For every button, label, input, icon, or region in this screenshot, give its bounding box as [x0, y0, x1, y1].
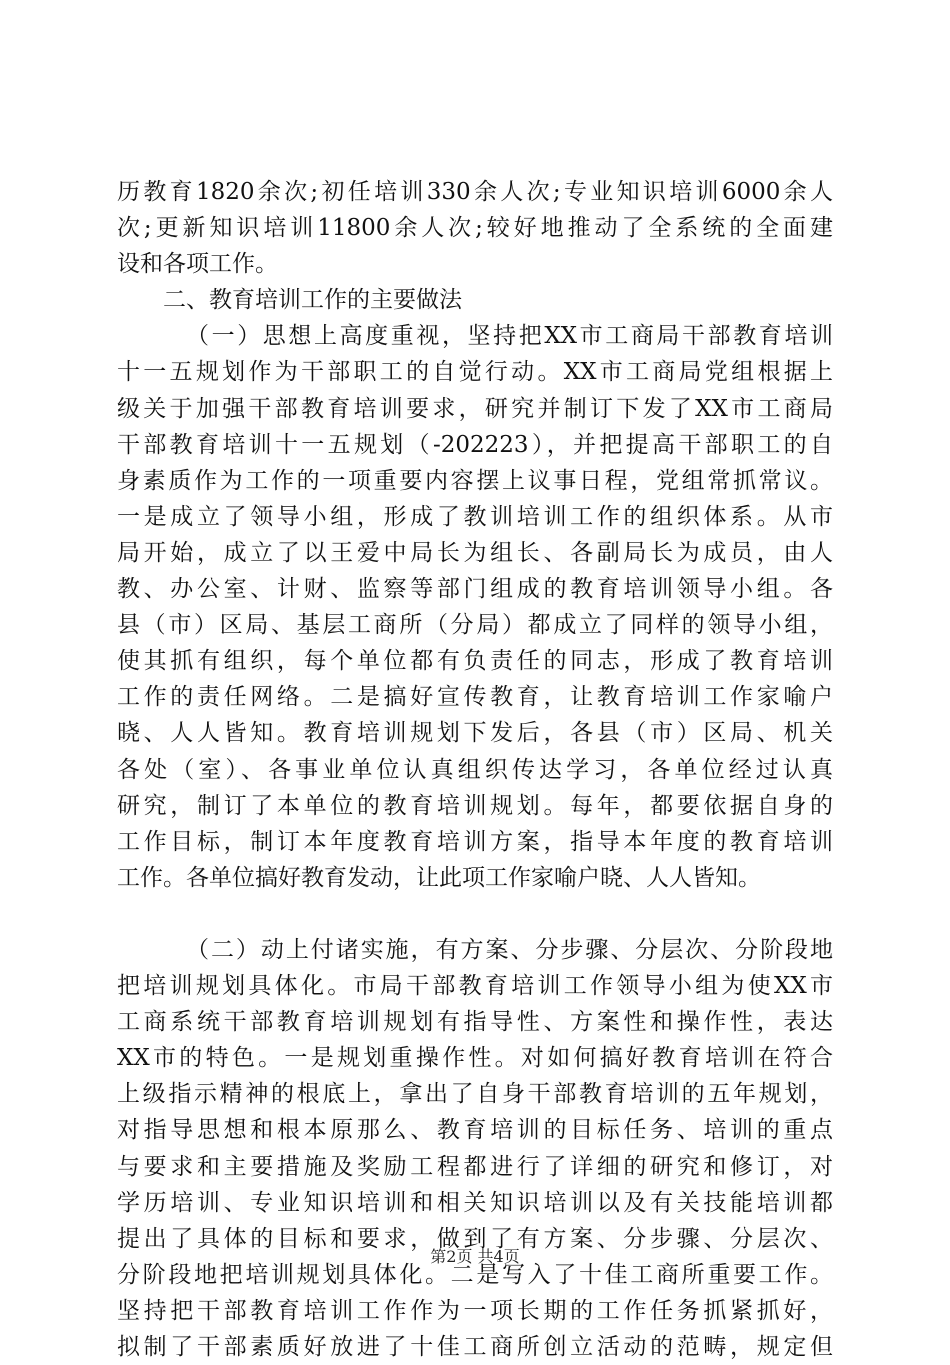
text-line: 提出了具体的目标和要求，做到了有方案、分步骤、分层次、 [117, 1225, 833, 1252]
document-body [117, 174, 833, 1365]
text-line: 县（市）区局、基层工商所（分局）都成立了同样的领导小组， [117, 612, 833, 639]
text-line: 坚持把干部教育培训工作作为一项长期的工作任务抓紧抓好， [117, 1297, 833, 1324]
text-line: 十一五规划作为干部职工的自觉行动。XX市工商局党组根据上 [117, 359, 833, 386]
text-line: 干部教育培训十一五规划（-202223），并把提高干部职工的自 [117, 431, 833, 458]
text-line: 拟制了干部素质好放进了十佳工商所创立活动的范畴，规定但 [117, 1334, 833, 1360]
text-line: 各处（室）、各事业单位认真组织传达学习，各单位经过认真 [117, 756, 833, 783]
text-line: 工作的责任网络。二是搞好宣传教育，让教育培训工作家喻户 [117, 684, 833, 711]
text-line: 工商系统干部教育培训规划有指导性、方案性和操作性，表达 [117, 1009, 833, 1036]
text-line: 分阶段地把培训规划具体化。二是写入了十佳工商所重要工作。 [117, 1261, 833, 1288]
text-line: 局开始，成立了以王爱中局长为组长、各副局长为成员，由人 [117, 539, 833, 566]
text-line: 一是成立了领导小组，形成了教训培训工作的组织体系。从市 [117, 503, 833, 530]
text-line: 身素质作为工作的一项重要内容摆上议事日程，党组常抓常议。 [117, 467, 833, 494]
text-line: 工作目标，制订本年度教育培训方案，指导本年度的教育培训 [117, 828, 833, 855]
text-line: 把培训规划具体化。市局干部教育培训工作领导小组为使XX市 [117, 973, 833, 1000]
text-line: 使其抓有组织，每个单位都有负责任的同志，形成了教育培训 [117, 648, 833, 675]
text-line: 学历培训、专业知识培训和相关知识培训以及有关技能培训都 [117, 1189, 833, 1216]
paragraph-gap [117, 896, 833, 932]
text-line: 上级指示精神的根底上，拿出了自身干部教育培训的五年规划， [117, 1081, 833, 1108]
text-line: （一）思想上高度重视，坚持把XX市工商局干部教育培训 [186, 323, 833, 350]
text-line: 级关于加强干部教育培训要求，研究并制订下发了XX市工商局 [117, 395, 833, 422]
text-line: 历教育1820余次;初任培训330余人次;专业知识培训6000余人 [117, 179, 833, 205]
text-line: 工作。各单位搞好教育发动，让此项工作家喻户晓、人人皆知。 [117, 864, 761, 891]
text-line: （二）动上付诸实施，有方案、分步骤、分层次、分阶段地 [186, 936, 833, 963]
text-line: 教、办公室、计财、监察等部门组成的教育培训领导小组。各 [117, 576, 833, 603]
text-line: 次;更新知识培训11800余人次;较好地推动了全系统的全面建 [117, 215, 833, 242]
text-line: 设和各项工作。 [117, 251, 278, 278]
text-line: 晓、人人皆知。教育培训规划下发后，各县（市）区局、机关 [117, 720, 833, 747]
text-line: 与要求和主要措施及奖励工程都进行了详细的研究和修订，对 [117, 1153, 833, 1180]
text-line: XX市的特色。一是规划重操作性。对如何搞好教育培训在符合 [117, 1045, 833, 1072]
text-line: 研究，制订了本单位的教育培训规划。每年，都要依据自身的 [117, 792, 833, 819]
section-heading: 二、教育培训工作的主要做法 [163, 287, 462, 314]
page-number-footer: 第2页 共4页 [430, 1247, 520, 1266]
text-line: 对指导思想和根本原那么、教育培训的目标任务、培训的重点 [117, 1117, 833, 1144]
